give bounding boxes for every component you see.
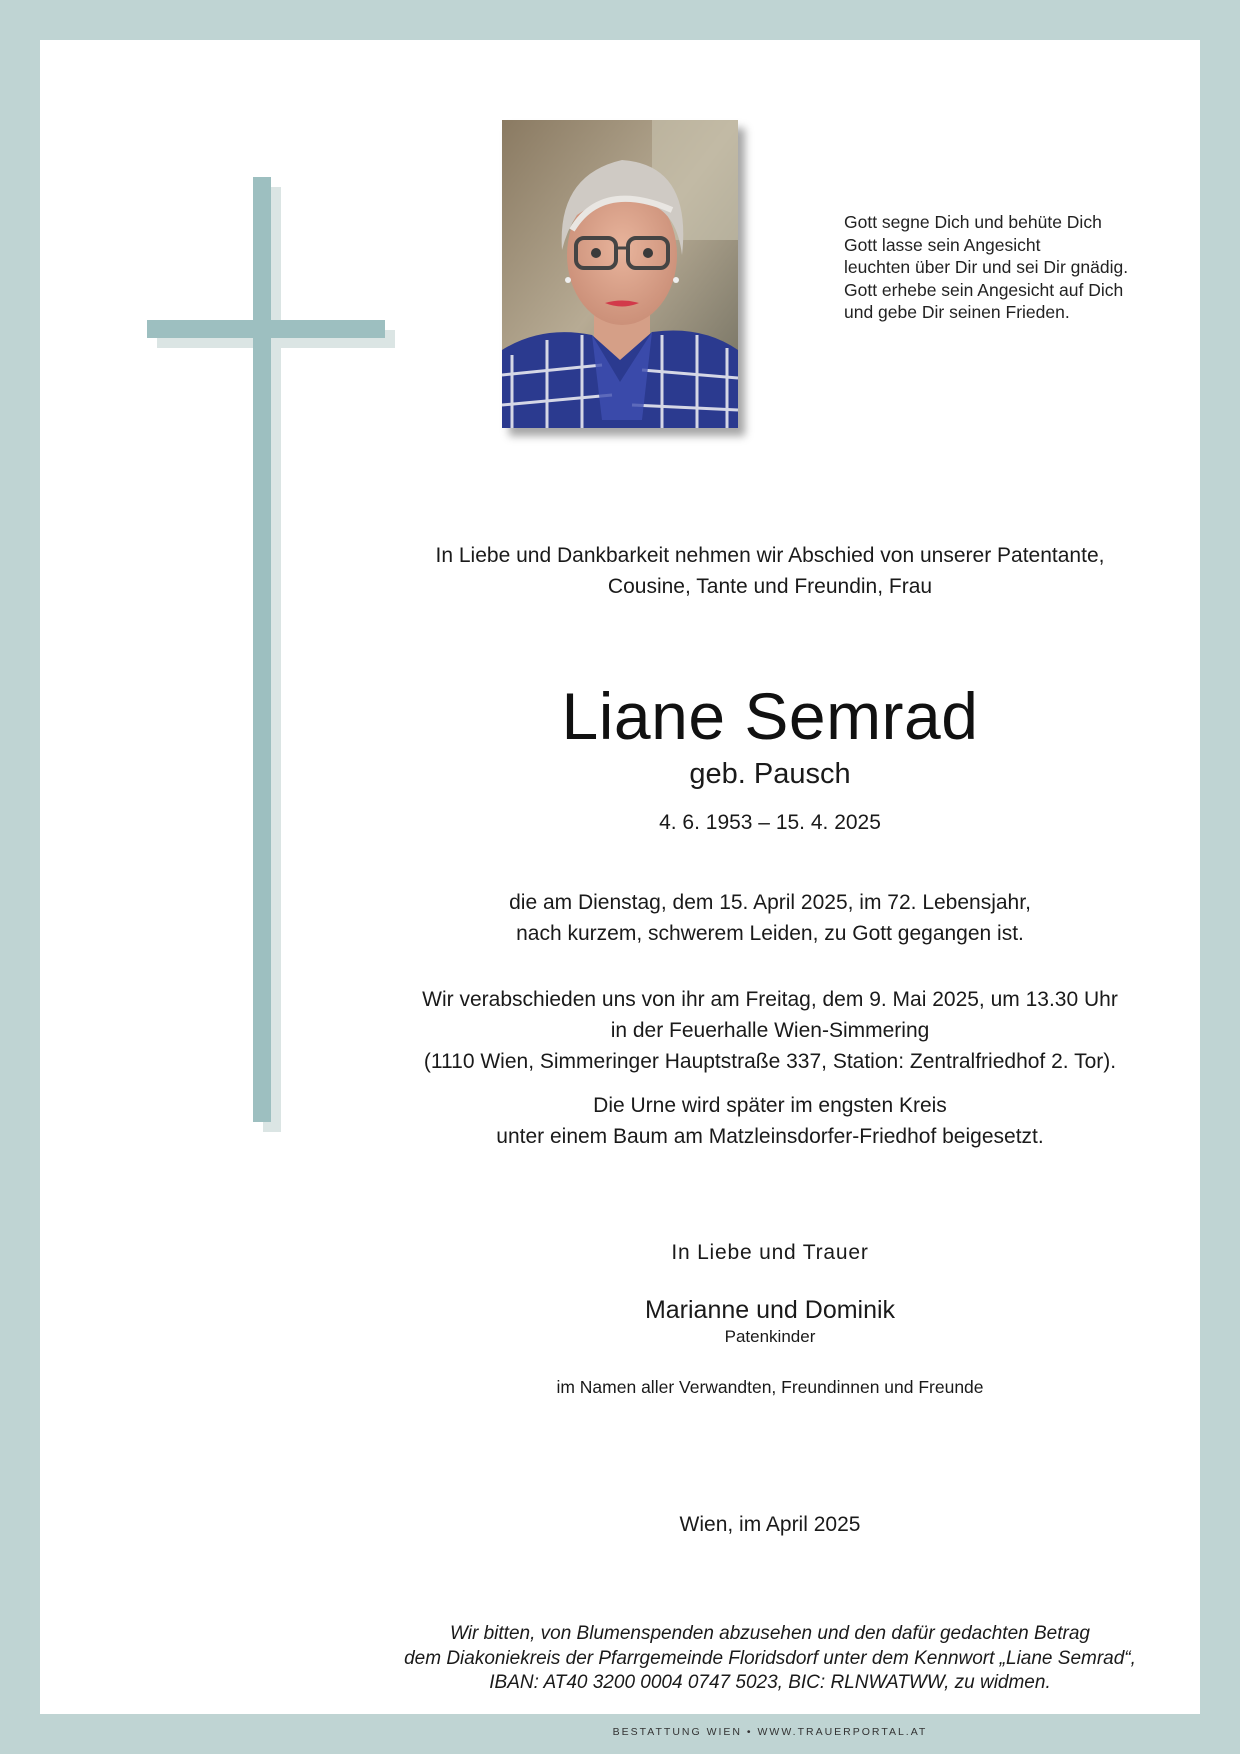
donation-request: [330, 1622, 1210, 1696]
urn-line: Die Urne wird später im engsten Kreis: [593, 1094, 947, 1117]
blessing-verse: [844, 211, 1174, 324]
footer-imprint: BESTATTUNG WIEN • WWW.TRAUERPORTAL.AT: [612, 1726, 928, 1738]
death-notice-line: die am Dienstag, dem 15. April 2025, im 72. Lebensjahr,: [509, 891, 1031, 914]
portrait-photo: [502, 120, 738, 428]
service-line: Wir verabschieden uns von ihr am Freitag, dem 9. Mai 2025, um 13.30 Uhr: [422, 988, 1118, 1011]
service-line: in der Feuerhalle Wien-Simmering: [610, 1019, 930, 1042]
service-info: [330, 984, 1210, 1077]
mourning-phrase: In Liebe und Trauer: [671, 1241, 869, 1264]
verse-line: Gott lasse sein Angesicht: [844, 234, 1041, 255]
signer-role: Patenkinder: [724, 1327, 816, 1346]
deceased-name: Liane Semrad: [561, 679, 979, 753]
request-line: dem Diakoniekreis der Pfarrgemeinde Floridsdorf unter dem Kennwort „Liane Semrad“,: [404, 1647, 1136, 1669]
service-line: (1110 Wien, Simmeringer Hauptstraße 337, Station: Zentralfriedhof 2. Tor).: [423, 1050, 1117, 1073]
urn-line: unter einem Baum am Matzleinsdorfer-Friedhof beigesetzt.: [496, 1125, 1044, 1148]
verse-line: und gebe Dir seinen Frieden.: [844, 302, 1070, 322]
maiden-name: geb. Pausch: [689, 758, 851, 790]
obituary-card: [40, 40, 1200, 1738]
request-line: IBAN: AT40 3200 0004 0747 5023, BIC: RLNWATWW, zu widmen.: [489, 1672, 1051, 1693]
death-notice: [330, 887, 1210, 949]
death-notice-line: nach kurzem, schwerem Leiden, zu Gott gegangen ist.: [516, 922, 1024, 945]
intro-line: In Liebe und Dankbarkeit nehmen wir Abschied von unserer Patentante,: [435, 544, 1105, 567]
verse-line: Gott erhebe sein Angesicht auf Dich: [844, 279, 1124, 300]
request-line: Wir bitten, von Blumenspenden abzusehen und den dafür gedachten Betrag: [450, 1623, 1090, 1644]
verse-line: leuchten über Dir und sei Dir gnädig.: [844, 257, 1129, 277]
intro-text: [330, 540, 1210, 602]
place-date: Wien, im April 2025: [679, 1513, 861, 1536]
life-dates: 4. 6. 1953 – 15. 4. 2025: [659, 811, 881, 834]
urn-info: [330, 1090, 1210, 1152]
verse-line: Gott segne Dich und behüte Dich: [844, 212, 1102, 232]
signer-names: Marianne und Dominik: [644, 1296, 896, 1324]
intro-line: Cousine, Tante und Freundin, Frau: [607, 575, 933, 598]
relatives-line: im Namen aller Verwandten, Freundinnen und Freunde: [556, 1377, 984, 1397]
